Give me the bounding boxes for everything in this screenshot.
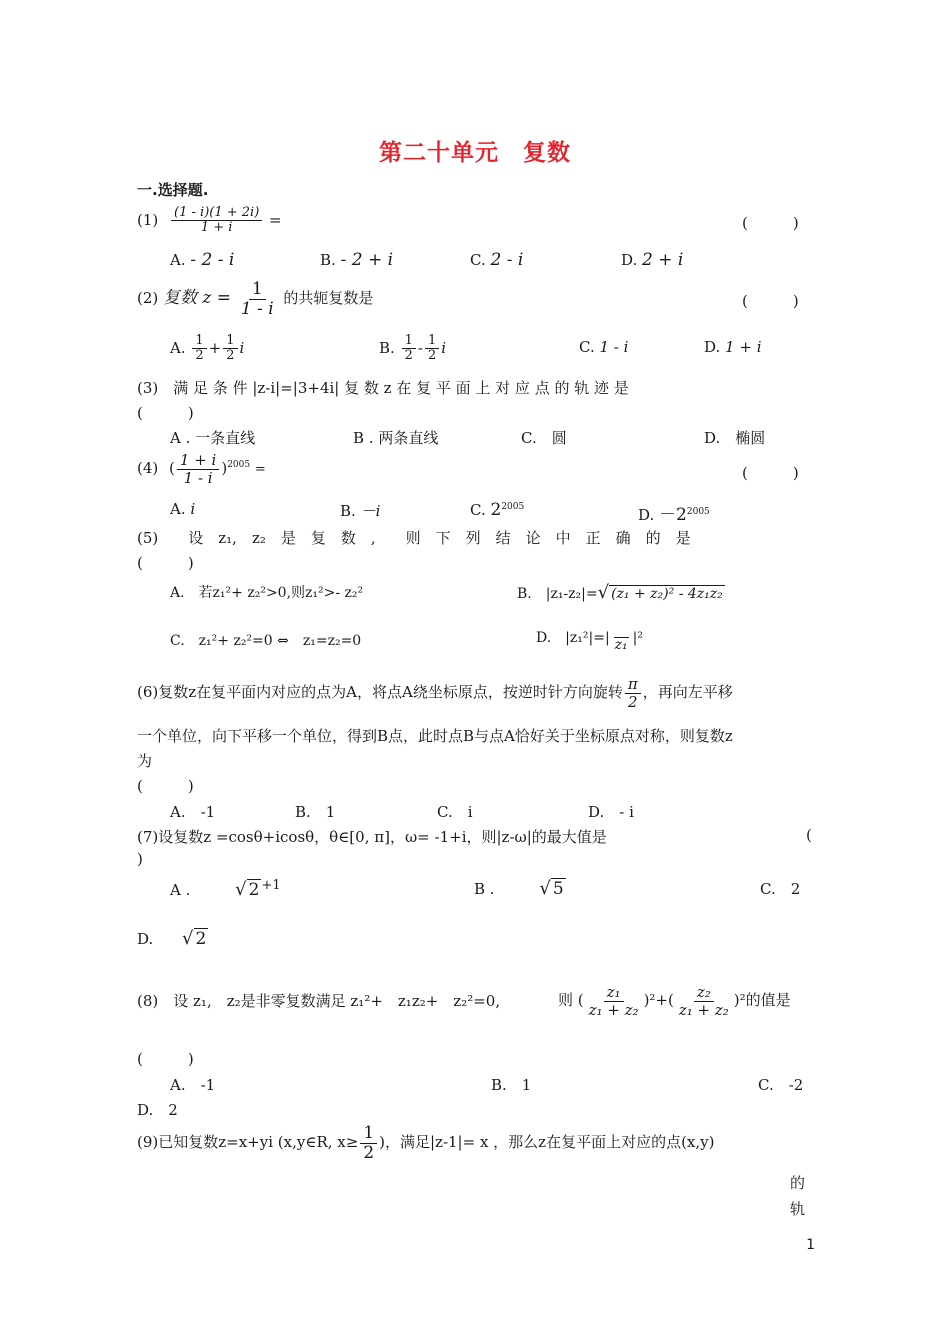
option-d: D. √ 2 bbox=[137, 928, 207, 949]
equals-sign: = bbox=[269, 210, 282, 229]
answer-paren: ( ) bbox=[137, 404, 194, 422]
question-2: (2) 复数 z = $\frac{1}{1 - i}$ 的共轭复数是 bbox=[137, 279, 374, 319]
page-number: 1 bbox=[806, 1237, 815, 1253]
option-b: B. |z₁-z₂|=√ (z₁ + z₂)² - 4z₁z₂ bbox=[517, 582, 723, 603]
answer-paren: ( ) bbox=[742, 214, 799, 232]
question-1 bbox=[137, 206, 282, 236]
question-text-2: 的共轭复数是 bbox=[283, 289, 374, 308]
option-a: A. $\frac{1}{2}$ + $\frac{1}{2}$ i bbox=[170, 333, 245, 364]
option-b: B. 1 bbox=[491, 1076, 532, 1094]
question-6-line-2: 一个单位，向下平移一个单位，得到B点，此时点B与点A恰好关于坐标原点对称，则复数z bbox=[137, 727, 733, 745]
option-c: C. 2 - i bbox=[470, 250, 524, 270]
question-3: (3) 满 足 条 件 |z-i|=|3+4i| 复 数 z 在 复 平 面 上 对 应 点 的 轨 迹 是 bbox=[137, 379, 629, 397]
option-d: D. 椭圆 bbox=[704, 429, 766, 447]
option-c: C. -2 bbox=[758, 1076, 804, 1094]
option-c: C. 2 bbox=[760, 880, 801, 898]
question-5: (5) 设 z₁, z₂ 是 复 数 , 则 下 列 结 论 中 正 确 的 是 bbox=[137, 529, 691, 547]
section-heading: 一.选择题. bbox=[137, 181, 209, 199]
question-text: 设 z₁, z₂ 是 复 数 , 则 下 列 结 论 中 正 确 的 是 bbox=[188, 529, 691, 547]
question-6: (6)复数z在复平面内对应的点为A，将点A绕坐标原点，按逆时针方向旋转 $\frac{\pi}{2}$ ，再向左平移 bbox=[137, 675, 733, 711]
question-9-tail-2: 轨 bbox=[790, 1200, 806, 1218]
option-b: B. - 2 + i bbox=[320, 250, 394, 270]
option-b: B. 1 bbox=[295, 803, 336, 821]
answer-paren: ( ) bbox=[742, 464, 799, 482]
option-c: C. z₁²+ z₂²=0 ⇔ z₁=z₂=0 bbox=[170, 633, 362, 649]
fraction-denominator: 1 + i bbox=[200, 220, 233, 236]
option-b: B. $\frac{1}{2}$ - $\frac{1}{2}$ i bbox=[379, 333, 447, 364]
option-c: C. i bbox=[437, 803, 473, 821]
option-d: D. - i bbox=[588, 803, 634, 821]
question-4: (4) ( $\frac{1 + i}{1 - i}$ )$^{2005}$ = bbox=[137, 451, 266, 487]
question-text: (6)复数z在复平面内对应的点为A，将点A绕坐标原点，按逆时针方向旋转 bbox=[137, 683, 623, 701]
answer-paren: ( ) bbox=[137, 1050, 194, 1068]
option-a: A . 一条直线 bbox=[170, 429, 256, 447]
question-8: (8) 设 z₁, z₂是非零复数满足 z₁²+ z₁z₂+ z₂²=0, bbox=[137, 992, 501, 1010]
question-text: (9)已知复数z=x+yi (x,y∈R, x≥ bbox=[137, 1133, 359, 1152]
question-8-expr: 则 ( $\frac{\text{z₁}}{\text{z₁ + z₂}}$ )²+( $\frac{\text{z₂}}{\text{z₁ + z₂}}$ )²的值是 bbox=[558, 983, 791, 1019]
option-d: D. 2 + i bbox=[621, 250, 684, 270]
question-number: (1) bbox=[137, 210, 159, 229]
option-a: A. i bbox=[170, 500, 196, 518]
option-a: A. 若z₁²+ z₂²>0,则z₁²>- z₂² bbox=[170, 585, 364, 601]
question-9-tail-1: 的 bbox=[790, 1174, 806, 1192]
page-title: 第二十单元 复数 bbox=[379, 140, 571, 166]
option-b: B . √ 5 bbox=[474, 878, 564, 899]
option-b: B . 两条直线 bbox=[353, 429, 439, 447]
answer-paren-left: ( bbox=[806, 826, 812, 844]
option-a: A. -1 bbox=[170, 1076, 216, 1094]
fraction-numerator: (1 - i)(1 + 2i) bbox=[171, 206, 262, 221]
question-text: 满 足 条 件 |z-i|=|3+4i| 复 数 z 在 复 平 面 上 对 应 点 的 轨 迹 是 bbox=[173, 379, 629, 397]
answer-paren: ( ) bbox=[137, 554, 194, 572]
option-d: D. 2 bbox=[137, 1101, 178, 1119]
option-c: C. 圆 bbox=[521, 429, 567, 447]
option-a: A. - 2 - i bbox=[170, 250, 235, 270]
option-b: B. －i bbox=[340, 502, 381, 520]
question-6-line-3: 为 bbox=[137, 752, 153, 770]
option-c: C. 1 - i bbox=[579, 338, 629, 356]
option-a: A. -1 bbox=[170, 803, 216, 821]
question-7: (7)设复数z =cosθ+icosθ，θ∈[0, π]，ω= -1+i，则|z-ω|的最大值是 bbox=[137, 828, 607, 846]
question-9: (9)已知复数z=x+yi (x,y∈R, x≥ $\frac{1}{2}$ )，满足|z-1|= x ，那么z在复平面上对应的点(x,y) bbox=[137, 1123, 715, 1163]
question-text: 设 z₁, z₂是非零复数满足 z₁²+ z₁z₂+ z₂²=0, bbox=[173, 992, 501, 1010]
answer-paren: ( ) bbox=[742, 292, 799, 310]
option-a: A . √ 2 +1 bbox=[170, 878, 281, 900]
option-c: C. $2^{2005}$ bbox=[470, 500, 525, 520]
option-d: D. 1 + i bbox=[704, 338, 762, 356]
question-text: 复数 z = bbox=[163, 288, 232, 309]
option-d: D. |z₁²|=| z₁ |² bbox=[536, 622, 643, 654]
answer-paren-right: ) bbox=[137, 850, 143, 868]
option-d: D. $-2^{2005}$ bbox=[638, 505, 710, 525]
answer-paren: ( ) bbox=[137, 777, 194, 795]
